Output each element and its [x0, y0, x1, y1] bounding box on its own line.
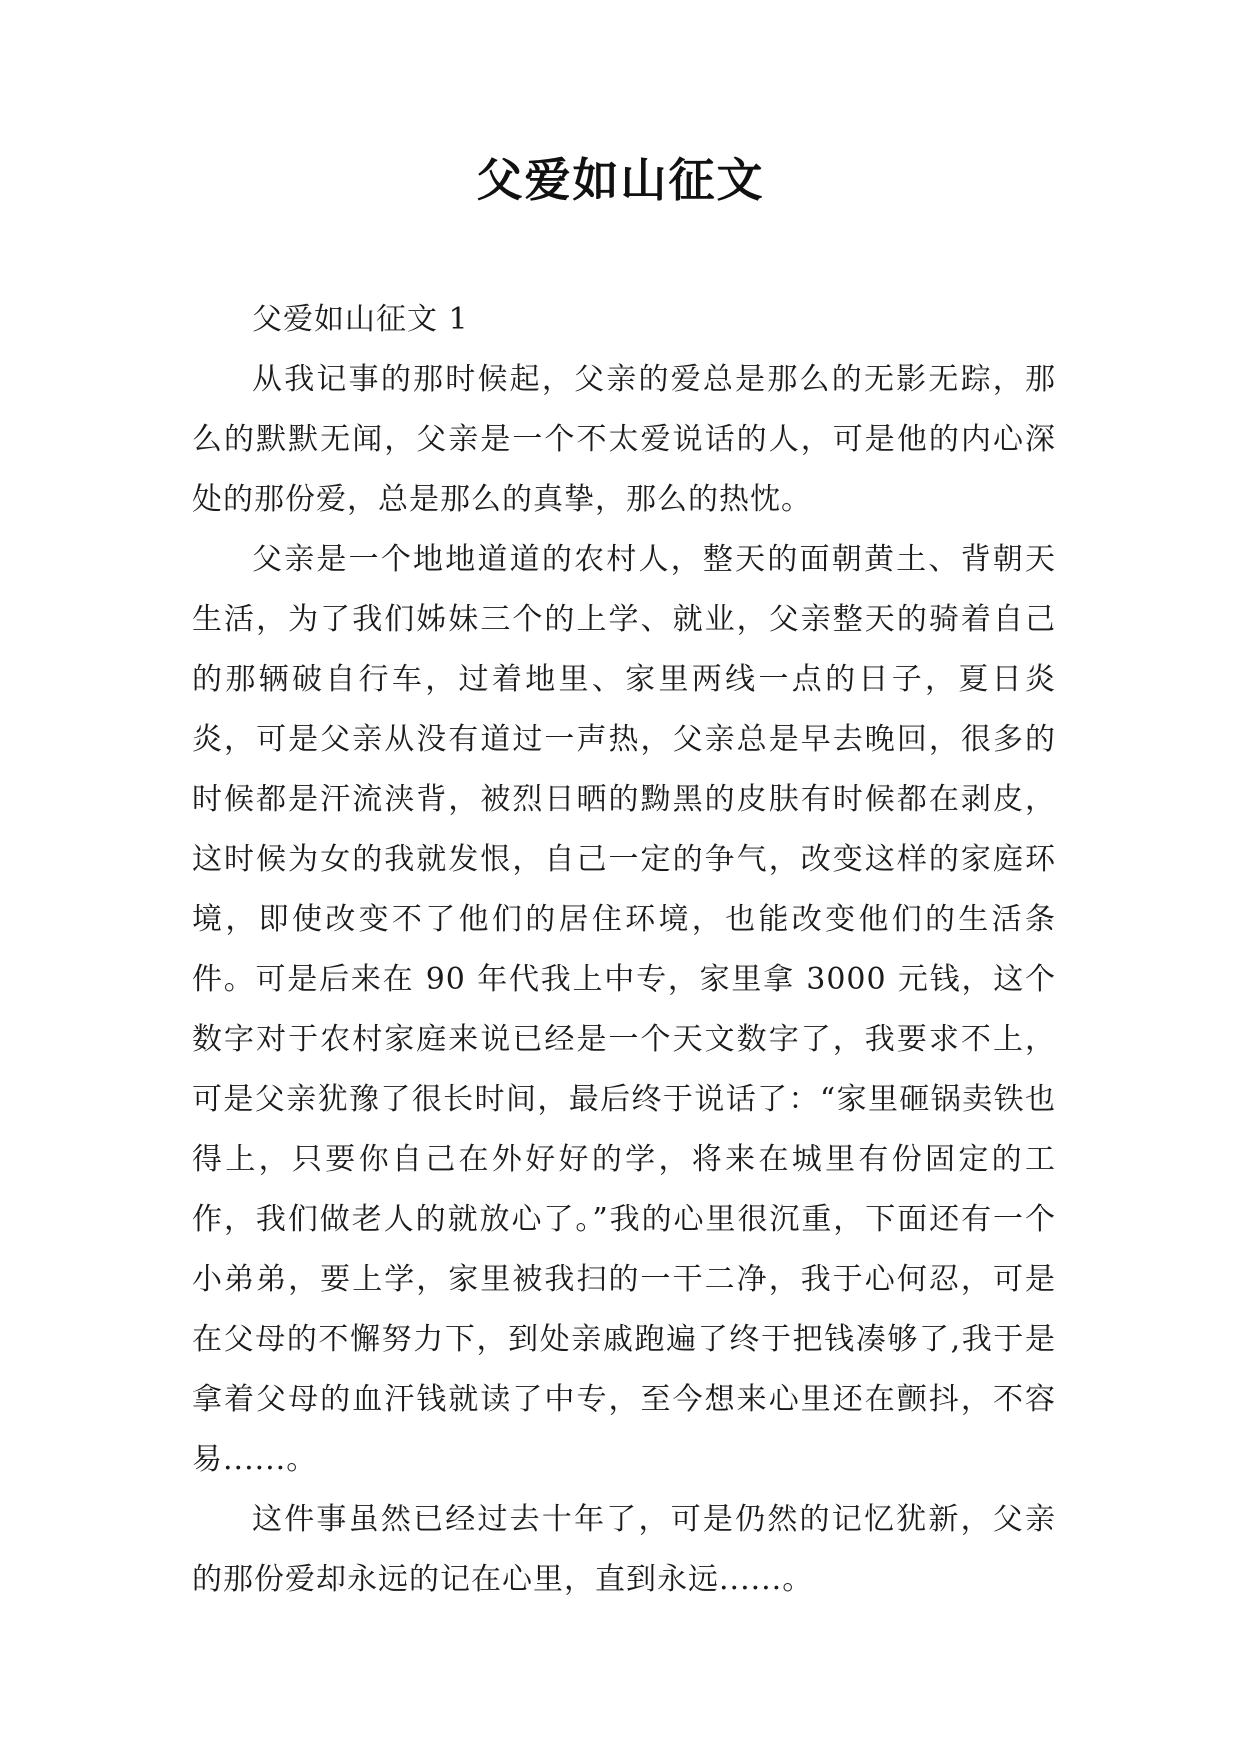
document-body [192, 290, 1056, 1610]
section-heading: 父爱如山征文 1 [252, 302, 469, 337]
paragraph-2: 父亲是一个地地道道的农村人，整天的面朝黄土、背朝天生活，为了我们姊妹三个的上学、就业，父亲整天的骑着自己的那辆破自行车，过着地里、家里两线一点的日子，夏日炎炎，可是父亲从没有道过一声热，父亲总是早去晚回，很多的时候都是汗流浃背，被烈日晒的黝黑的皮肤有时候都在剥皮，这时候为女的我就发恨，自己一定的争气，改变这样的家庭环境，即使改变不了他们的居住环境，也能改变他们的生活条件。可是后来在 90 年代我上中专，家里拿 3000 元钱，这个数字对于农村家庭来说已经是一个天文数字了，我要求不上，可是父亲犹豫了很长时间，最后终于说话了：“家里砸锅卖铁也得上，只要你自己在外好好的学，将来在城里有份固定的工作，我们做老人的就放心了。”我的心里很沉重，下面还有一个小弟弟，要上学，家里被我扫的一干二净，我于心何忍，可是在父母的不懈努力下，到处亲戚跑遍了终于把钱凑够了,我于是拿着父母的血汗钱就读了中专，至今想来心里还在颤抖，不容易......。 [192, 542, 1056, 1477]
paragraph-1: 从我记事的那时候起，父亲的爱总是那么的无影无踪，那么的默默无闻，父亲是一个不太爱说话的人，可是他的内心深处的那份爱，总是那么的真挚，那么的热忱。 [192, 362, 1056, 517]
document-title: 父爱如山征文 [476, 153, 765, 207]
paragraph-3: 这件事虽然已经过去十年了，可是仍然的记忆犹新，父亲的那份爱却永远的记在心里，直到永远......。 [192, 1502, 1056, 1597]
